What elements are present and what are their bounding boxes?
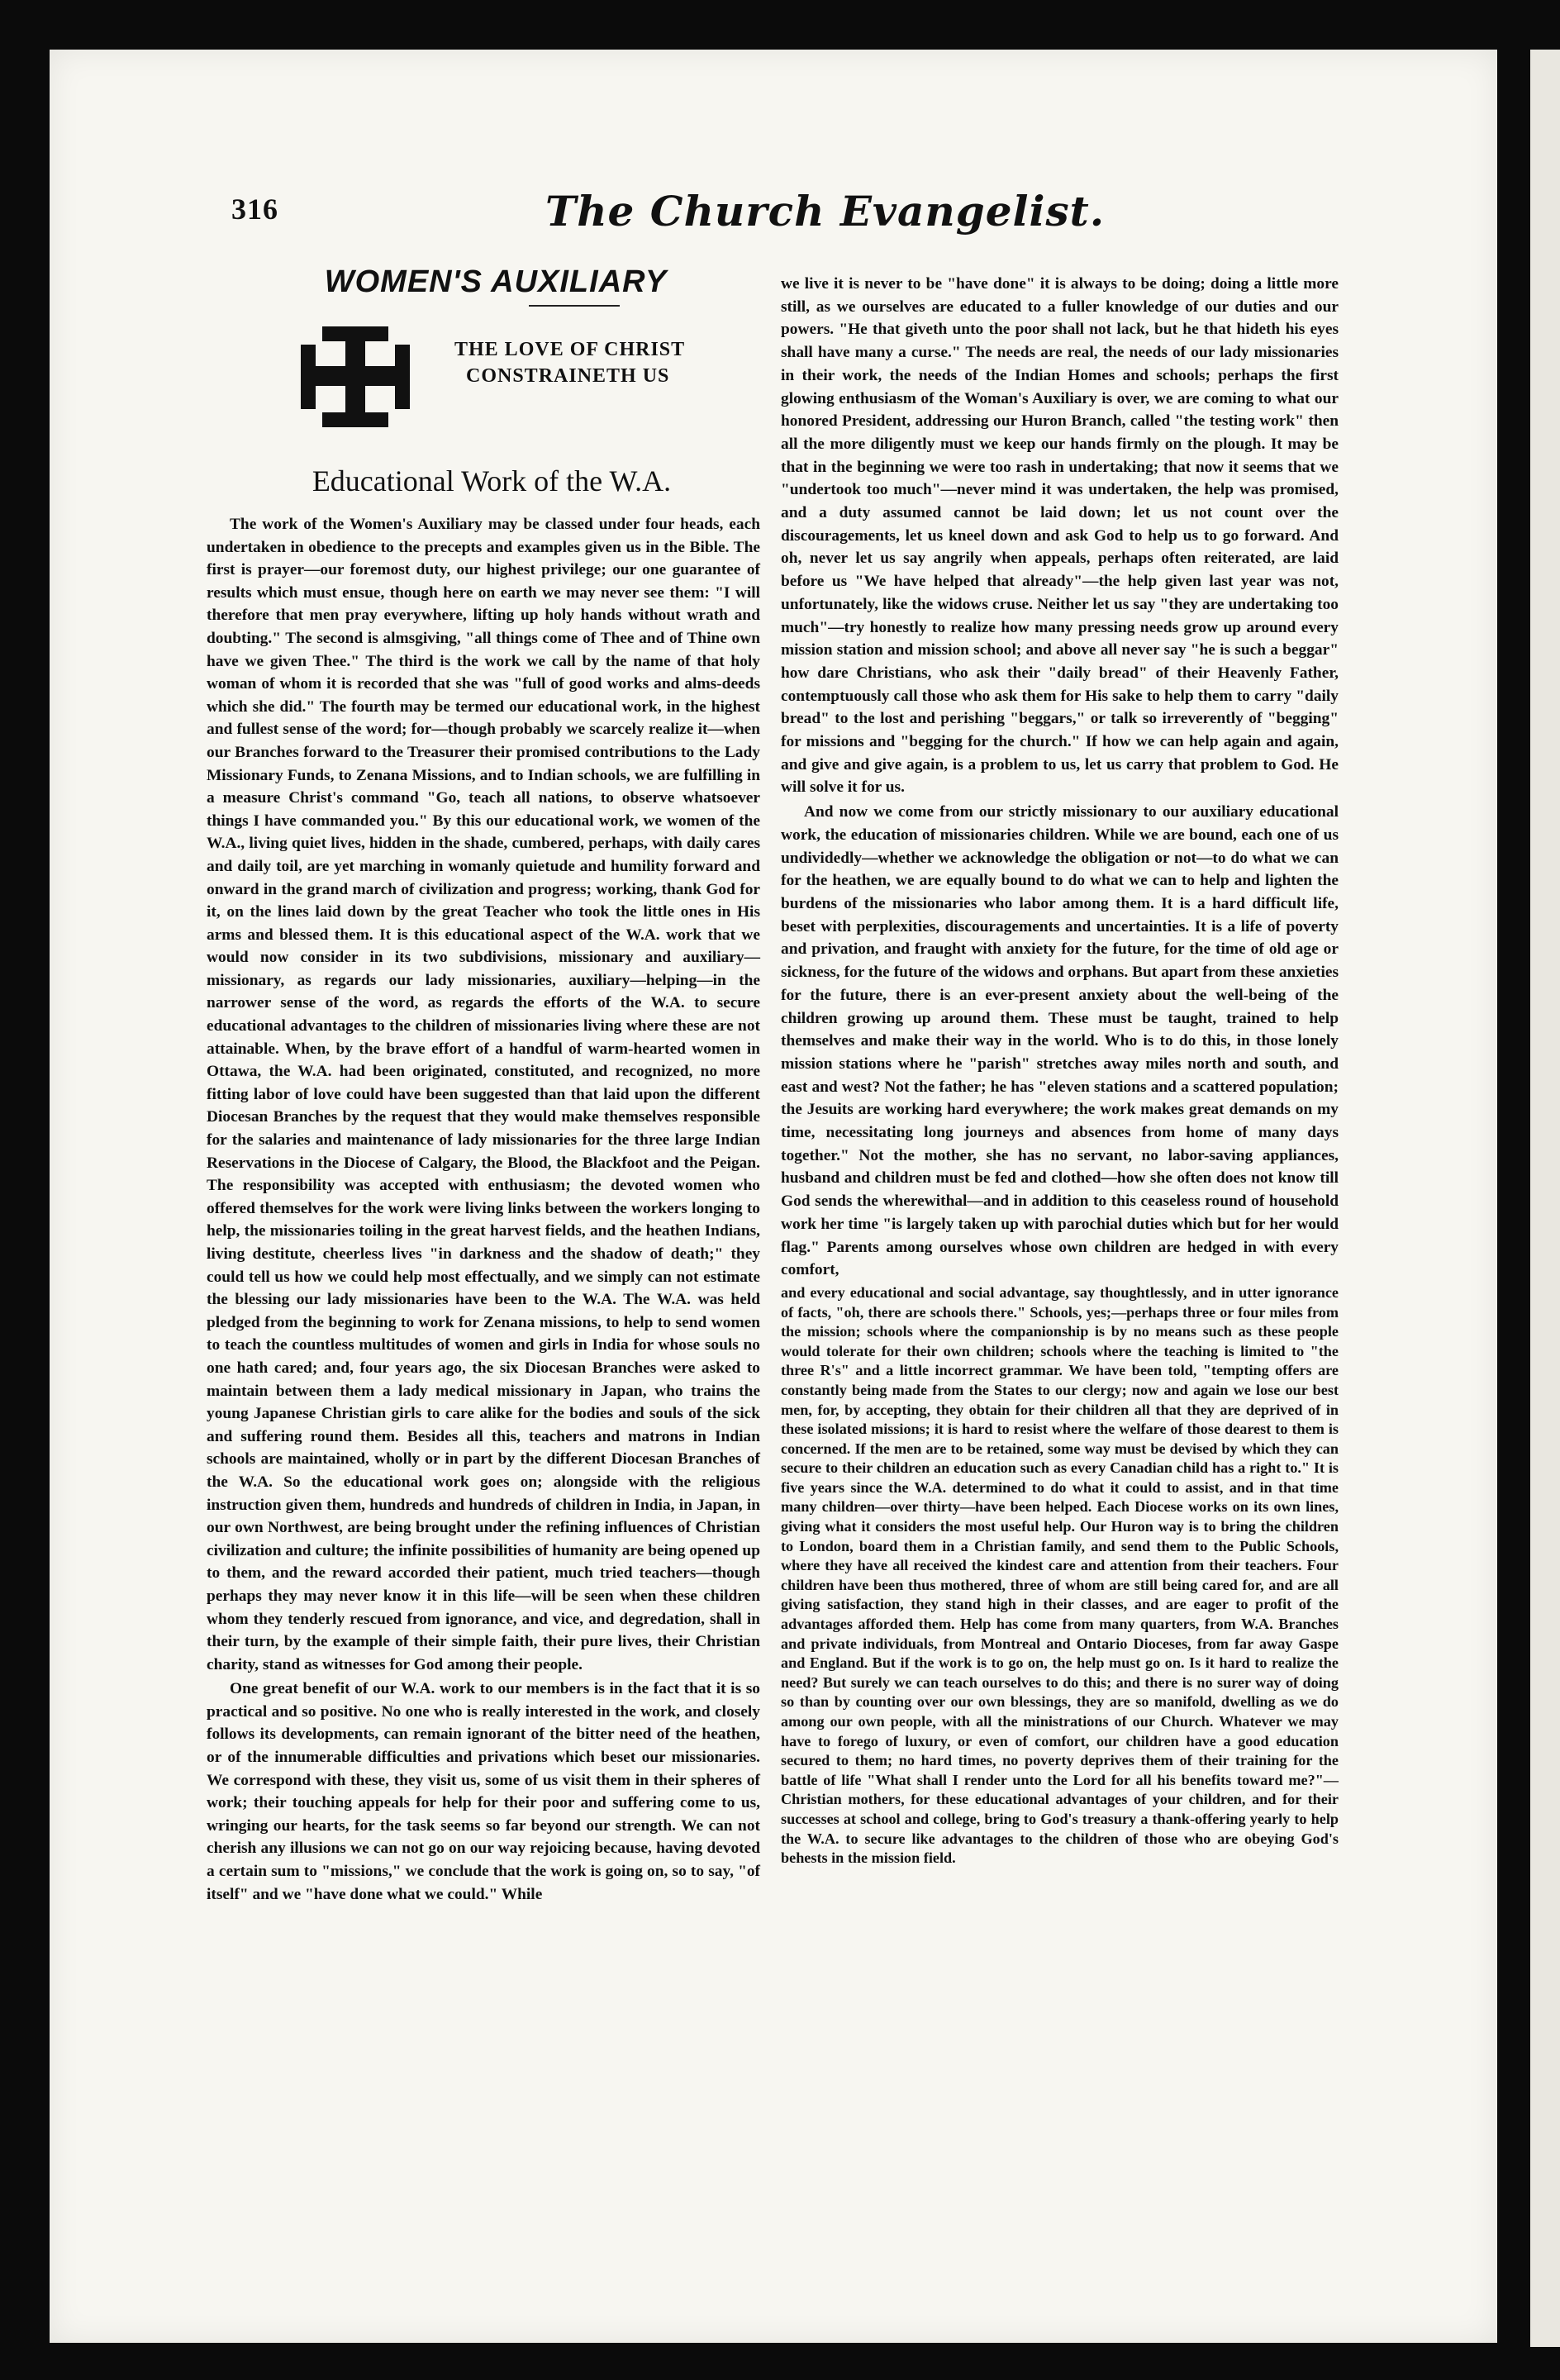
adjacent-page-edge xyxy=(1530,50,1560,2347)
paragraph: The work of the Women's Auxiliary may be classed under four heads, each undertaken in obedience to the precepts and examples given us in the Bible. The first is prayer—our foremost duty, our highest privilege; our one guarantee of results which must ensue, though here on earth we may never see them: "I will therefore that men pray everywhere, lifting up holy hands without wrath and doubting." The second is almsgiving, "all things come of Thee and of Thine own have we given Thee." The third is the work we call by the name of that holy woman of whom it is recorded that she was "full of good works and alms-deeds which she did." The fourth may be termed our educational work, in the highest and fullest sense of the word; for—though probably we scarcely realize it—when our Branches forward to the Treasurer their promised contributions to the Lady Missionary Funds, to Zenana Missions, and to Indian schools, we are fulfilling in a measure Christ's command "Go, teach all nations, to observe whatsoever things I have commanded you." By this our educational work, we women of the W.A., living quiet lives, hidden in the shade, cumbered, perhaps, with daily cares and daily toil, are yet marching in womanly quietude and humility forward and onward in the grand march of civilization and progress; working, thank God for it, on the lines laid down by the great Teacher who took the little ones in His arms and blessed them. It is this educational aspect of the W.A. work that we would now consider in its two subdivisions, missionary and auxiliary—missionary, as regards our lady missionaries, auxiliary—helping—in the narrower sense of the word, as regards the efforts of the W.A. to secure educational advantages to the children of missionaries living where these are not attainable. When, by the brave effort of a handful of warm-hearted women in Ottawa, the W.A. had been originated, constituted, and recognized, no more fitting labor of love could have been suggested than that laid upon the different Diocesan Branches by the request that they would make themselves responsible for the salaries and maintenance of lady missionaries for the three large Indian Reservations in the Diocese of Calgary, the Blood, the Blackfoot and the Peigan. The responsibility was accepted with enthusiasm; the devoted women who offered themselves for the work were living links between the workers longing to help, the missionaries toiling in the great harvest fields, and the heathen Indians, living destitute, cheerless lives "in darkness and the shadow of death;" they could tell us how we could help most effectually, and we simply can not estimate the blessing our lady missionaries have been to the W.A. The W.A. was held pledged from the beginning to work for Zenana missions, to help to send women to teach the countless multitudes of women and girls in India for whose souls no one hath cared; and, four years ago, the six Diocesan Branches were asked to maintain between them a lady medical missionary in Japan, who trains the young Japanese Christian girls to care alike for the bodies and souls of the sick and suffering round them. Besides all this, teachers and matrons in Indian schools are maintained, wholly or in part by the different Diocesan Branches of the W.A. So the educational work goes on; alongside with the religious instruction given them, hundreds and hundreds of children in India, in Japan, in our own Northwest, are being brought under the refining influences of Christian civilization and culture; the infinite possibilities of humanity are being opened up to them, and the reward accorded their patient, much tried teachers—though perhaps they may never know it in this life—will be seen when these children whom they tenderly rescued from ignorance, and vice, and degredation, shall in their turn, by the example of their simple faith, their pure lives, their Christian charity, stand as witnesses for God among their people. xyxy=(207,516,760,1673)
page-number: 316 xyxy=(231,193,278,226)
right-column xyxy=(781,273,1339,1868)
motto-line-1: THE LOVE OF CHRIST xyxy=(454,339,686,360)
section-heading: WOMEN'S AUXILIARY xyxy=(324,264,668,299)
masthead-title: The Church Evangelist. xyxy=(545,187,1106,236)
heading-rule xyxy=(529,305,620,307)
paragraph: One great benefit of our W.A. work to our members is in the fact that it is so practical and so positive. No one who is really interested in the work, and closely follows its developments, can remain ignorant of the bitter need of the heathen, or of the innumerable difficulties and privations which beset our missionaries. We correspond with these, they visit us, some of us visit them in their spheres of work; their touching appeals for help for their poor and suffering come to us, wringing our hearts, for the task seems so far beyond our strength. We can not cherish any illusions we can not go on our way rejoicing because, having devoted a certain sum to "missions," we conclude that the work is going on, so to say, "of itself" and we "have done what we could." While xyxy=(207,1680,760,1903)
cross-potent-icon xyxy=(297,323,413,431)
left-column xyxy=(207,264,760,1906)
page-header xyxy=(231,187,1256,241)
article-title: Educational Work of the W.A. xyxy=(312,464,672,497)
paragraph: we live it is never to be "have done" it is always to be doing; doing a little more still, as we ourselves are educated to a fuller knowledge of our duties and our powers. "He that giveth unto the poor shall not lack, but he that hideth his eyes shall have many a curse." The needs are real, the needs of our lady missionaries in their work, the needs of the Indian Homes and schools; perhaps the first glowing enthusiasm of the Woman's Auxiliary is over, we are coming to what our honored President, addressing our Huron Branch, called "the testing work" then all the more diligently must we keep our hands firmly on the plough. It may be that in the beginning we were too rash in undertaking; that now it seems that we "undertook too much"—never mind it was undertaken, the help was promised, and a duty assumed cannot be laid down; let us not count over the discouragements, let us kneel down and ask God to help us to go forward. And oh, never let us say angrily when appeals, perhaps often reiterated, are laid before us "We have helped that already"—the help given last year was not, unfortunately, like the widows cruse. Neither let us say "they are undertaking too much"—try honestly to realize how many pressing needs grow up around every mission station and mission school; and above all never say "he is such a beggar" how dare Christians, who ask their "daily bread" of their Heavenly Father, contemptuously call those who ask them for His sake to help them to carry "daily bread" to the lost and perishing "beggars," or talk so irreverently of "begging" for missions and "begging for the church." If how we can help again and again, and give and give again, is a problem to us, let us carry that problem to God. He will solve it for us. xyxy=(781,275,1339,797)
emblem-row xyxy=(207,323,760,439)
motto xyxy=(454,336,685,389)
paragraph: And now we come from our strictly missionary to our auxiliary educational work, the education of missionaries children. While we are bound, each one of us undividedly—whether we acknowledge the obligation or not—to do what we can for the heathen, we are equally bound to do what we can to help and lighten the burdens of the missionaries who labor among them. It is a hard difficult life, beset with perplexities, discouragements and uncertainties. It is a life of poverty and privation, and fraught with anxiety for the future, for the time of old age or sickness, for the future of the widows and orphans. But apart from these anxieties for the future, there is an ever-present anxiety about the well-being of the children growing up around them. These must be taught, trained to help themselves and make their way in the world. Who is to do this, in those lonely mission stations where he "parish" stretches away miles north and south, and east and west? Not the father; he has "eleven stations and a scattered population; the Jesuits are working hard everywhere; the work makes great demands on my time, necessitating long journeys and absences from home of many days together." Not the mother, she has no servant, no labor-saving appliances, husband and children must be fed and clothed—how she often does not know till God sends the wherewithal—and in addition to this ceaseless round of household work her time "is largely taken up with parochial duties which but for her would flag." Parents among ourselves whose own children are hedged in with every comfort, xyxy=(781,803,1339,1279)
paragraph: and every educational and social advantage, say thoughtlessly, and in utter ignorance of facts, "oh, there are schools there." Schools, yes;—perhaps three or four miles from the mission; schools where the companionship is by no means such as these people would tolerate for their own children; schools where the teaching is limited to "the three R's" and a little incorrect grammar. We have been told, "tempting offers are constantly being made from the States to our clergy; now and again we lose our best men, for, by accepting, they obtain for their children all that they are deprived of in these isolated missions; it is hard to resist where the welfare of those dearest to them is concerned. If the men are to be retained, some way must be devised by which they can secure to their children an education such as every Canadian child has a right to." It is five years since the W.A. determined to do what it could to assist, and in that time many children—over thirty—have been helped. Each Diocese works on its own lines, giving what it considers the most useful help. Our Huron way is to bring the children to London, board them in a Christian family, and send them to the Public Schools, where they have all received the kindest care and attention from their teachers. Four children have been thus mothered, three of whom are still being cared for, and are all giving satisfaction, they stand high in their classes, and are eager to profit of the advantages afforded them. Help has come from many quarters, from W.A. Branches and private individuals, from Montreal and Ontario Dioceses, from far away Gaspe and England. But if the work is to go on, the help must go on. Is it hard to realize the need? But surely we can teach ourselves to do this; and there is no surer way of doing so than by counting over our own blessings, they are so manifold, dwelling as we do among our own people, with all the ministrations of our Church. Whatever we may have to forego of luxury, or even of comfort, our children have a good education secured to them; no hard times, no poverty deprives them of their training for the battle of life "What shall I render unto the Lord for all his benefits toward me?"—Christian mothers, for these educational advantages of your children, and for their successes at school and college, bring to God's treasury a thank-offering yearly to help the W.A. to secure like advantages to the children of those who are obeying God's behests in the mission field. xyxy=(781,1283,1339,1867)
motto-line-2: CONSTRAINETH US xyxy=(466,365,670,387)
